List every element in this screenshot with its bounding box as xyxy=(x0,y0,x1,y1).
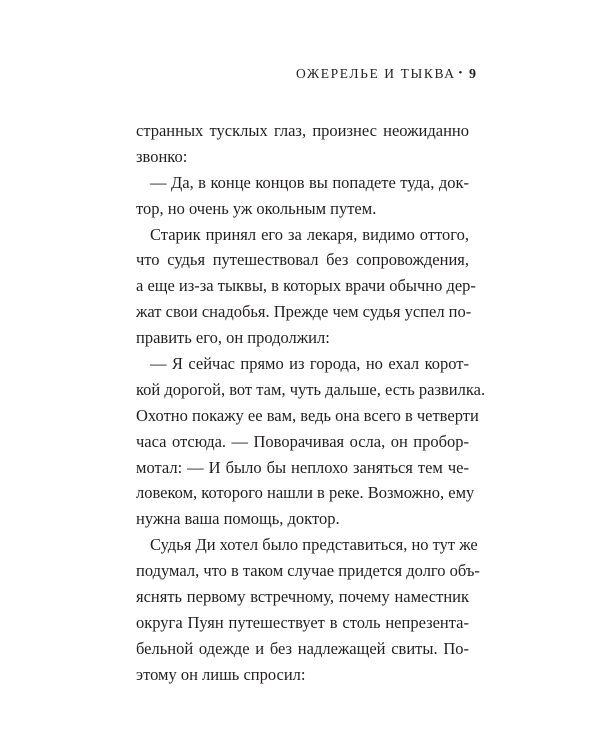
text-line: Старик принял его за лекаря, видимо оттого, xyxy=(150,224,469,244)
text-line: кой дорогой, вот там, чуть дальше, есть развилка. xyxy=(136,379,486,399)
text-line: тор, но очень уж окольным путем. xyxy=(136,198,377,218)
text-line: что судья путешествовал без сопровождения, xyxy=(136,250,469,270)
text-line: яснять первому встречному, почему наместник xyxy=(136,587,469,607)
text-line: этому он лишь спросил: xyxy=(136,664,306,684)
text-line: странных тусклых глаз, произнес неожиданно xyxy=(136,121,469,140)
text-line: править его, он продолжил: xyxy=(136,328,330,348)
text-line: бельной одежде и без надлежащей свиты. По- xyxy=(136,638,469,658)
text-line: а еще из-за тыквы, в которых врачи обычно дер- xyxy=(136,276,476,296)
text-line: мотал: — И было бы неплохо заняться тем че- xyxy=(136,457,469,477)
text-line: — Я сейчас прямо из города, но ехал корот- xyxy=(150,354,469,374)
running-header xyxy=(296,64,476,84)
text-line: часа отсюда. — Поворачивая осла, он пробор- xyxy=(136,431,469,451)
body-text xyxy=(136,118,486,688)
header-title: ОЖЕРЕЛЬЕ И ТЫКВА xyxy=(296,66,456,81)
text-line: Судья Ди хотел было представиться, но тут же xyxy=(150,535,478,555)
text-line: — Да, в конце концов вы попадете туда, док- xyxy=(150,172,469,192)
text-line: жат свои снадобья. Прежде чем судья успел по- xyxy=(136,302,472,322)
text-line: подумал, что в таком случае придется долго объ- xyxy=(136,561,480,581)
page-number: 9 xyxy=(469,67,476,82)
header-separator: • xyxy=(458,67,464,79)
text-line: Охотно покажу ее вам, ведь она всего в четверти xyxy=(136,405,479,425)
text-line: ловеком, которого нашли в реке. Возможно, ему xyxy=(136,483,475,503)
text-line: округа Пуян путешествует в столь непрезента- xyxy=(136,612,469,632)
text-line: звонко: xyxy=(136,146,188,166)
text-line: нужна ваша помощь, доктор. xyxy=(136,509,340,529)
